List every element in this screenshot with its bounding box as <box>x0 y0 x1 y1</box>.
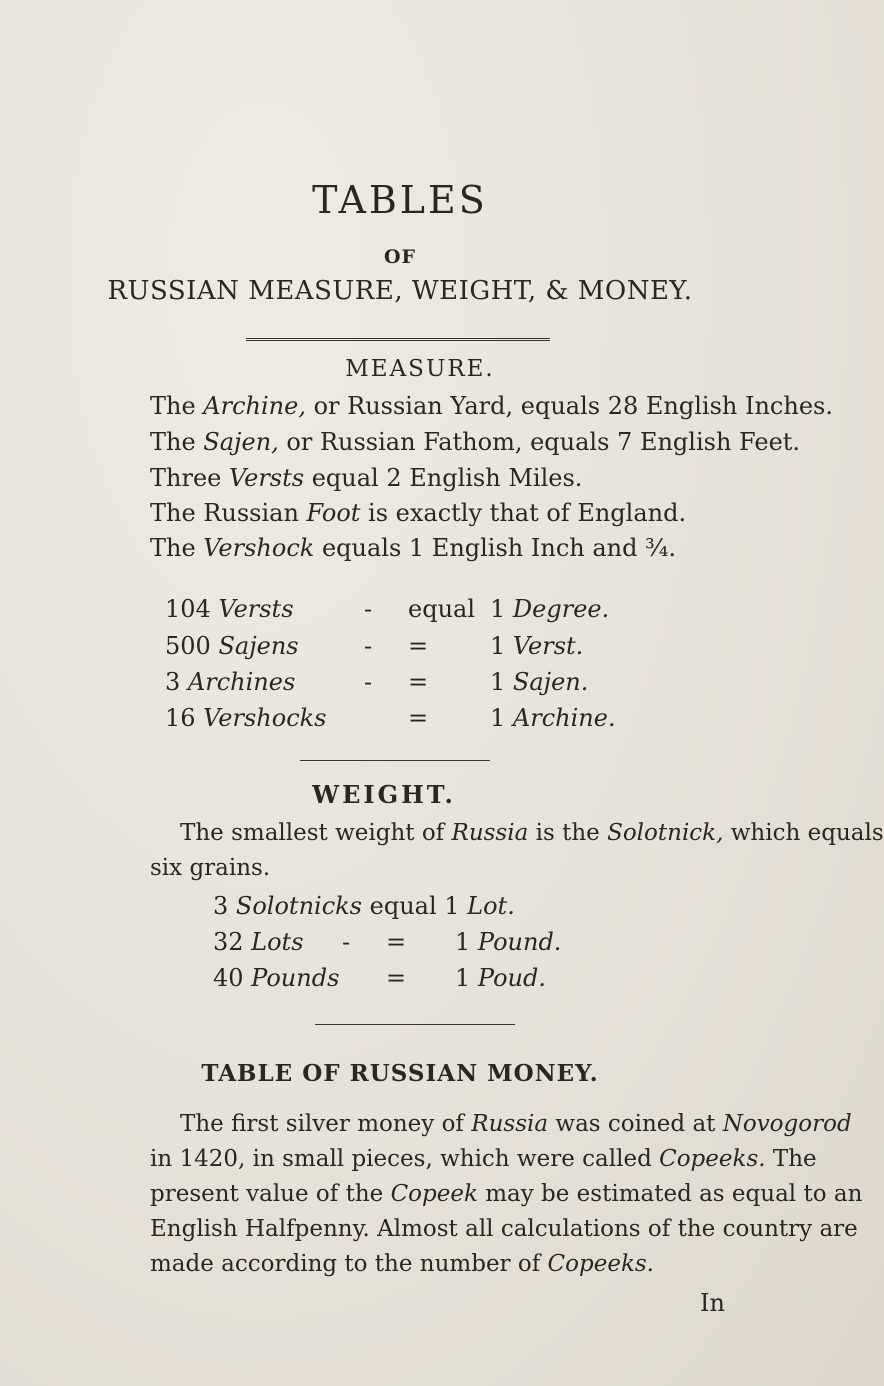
measure-heading: MEASURE. <box>345 356 495 382</box>
divider-rule <box>300 760 490 761</box>
table-value: 1 Poud. <box>455 964 546 992</box>
table-value: 1 Sajen. <box>490 668 589 696</box>
table-row: 40 Pounds <box>213 964 340 992</box>
table-op: = <box>408 632 429 660</box>
table-op: = <box>408 668 429 696</box>
table-row: 3 Archines <box>165 668 296 696</box>
weight-line: 3 Solotnicks equal 1 Lot. <box>213 892 515 920</box>
table-dash: - <box>364 632 373 660</box>
measure-line: The Vershock equals 1 English Inch and ¾. <box>150 534 676 562</box>
measure-line: Three Versts equal 2 English Miles. <box>150 464 583 492</box>
weight-paragraph: The smallest weight of Russia is the Solotnick, which equals <box>180 820 884 846</box>
table-dash: - <box>342 928 351 956</box>
table-op: = <box>386 928 407 956</box>
divider-rule <box>315 1024 515 1025</box>
table-dash: - <box>364 595 373 623</box>
catchword: In <box>700 1289 725 1317</box>
page-subtitle: RUSSIAN MEASURE, WEIGHT, & MONEY. <box>107 276 693 306</box>
table-value: 1 Archine. <box>490 704 616 732</box>
table-op: equal <box>408 595 476 623</box>
title-of: OF <box>383 246 417 268</box>
money-heading: TABLE OF RUSSIAN MONEY. <box>201 1060 599 1087</box>
measure-line: The Sajen, or Russian Fathom, equals 7 English Feet. <box>150 428 801 456</box>
table-dash: - <box>364 668 373 696</box>
table-value: 1 Verst. <box>490 632 584 660</box>
table-row: 104 Versts <box>165 595 294 623</box>
table-row: 16 Vershocks <box>165 704 327 732</box>
measure-line: The Russian Foot is exactly that of England. <box>150 499 687 527</box>
weight-paragraph-cont: six grains. <box>150 855 271 881</box>
page-title: TABLES <box>312 178 488 222</box>
money-paragraph-line: English Halfpenny. Almost all calculations of the country are <box>150 1216 858 1242</box>
weight-heading: WEIGHT. <box>312 780 456 809</box>
divider-rule <box>246 338 550 341</box>
table-op: = <box>408 704 429 732</box>
measure-line: The Archine, or Russian Yard, equals 28 English Inches. <box>150 392 833 420</box>
money-paragraph-line: present value of the Copeek may be estimated as equal to an <box>150 1181 863 1207</box>
money-paragraph-line: in 1420, in small pieces, which were called Copeeks. The <box>150 1146 817 1172</box>
table-row: 32 Lots <box>213 928 304 956</box>
table-value: 1 Degree. <box>490 595 610 623</box>
table-value: 1 Pound. <box>455 928 562 956</box>
money-paragraph-line: The first silver money of Russia was coined at Novogorod <box>180 1111 852 1137</box>
money-paragraph-line: made according to the number of Copeeks. <box>150 1251 654 1277</box>
table-op: = <box>386 964 407 992</box>
table-row: 500 Sajens <box>165 632 299 660</box>
